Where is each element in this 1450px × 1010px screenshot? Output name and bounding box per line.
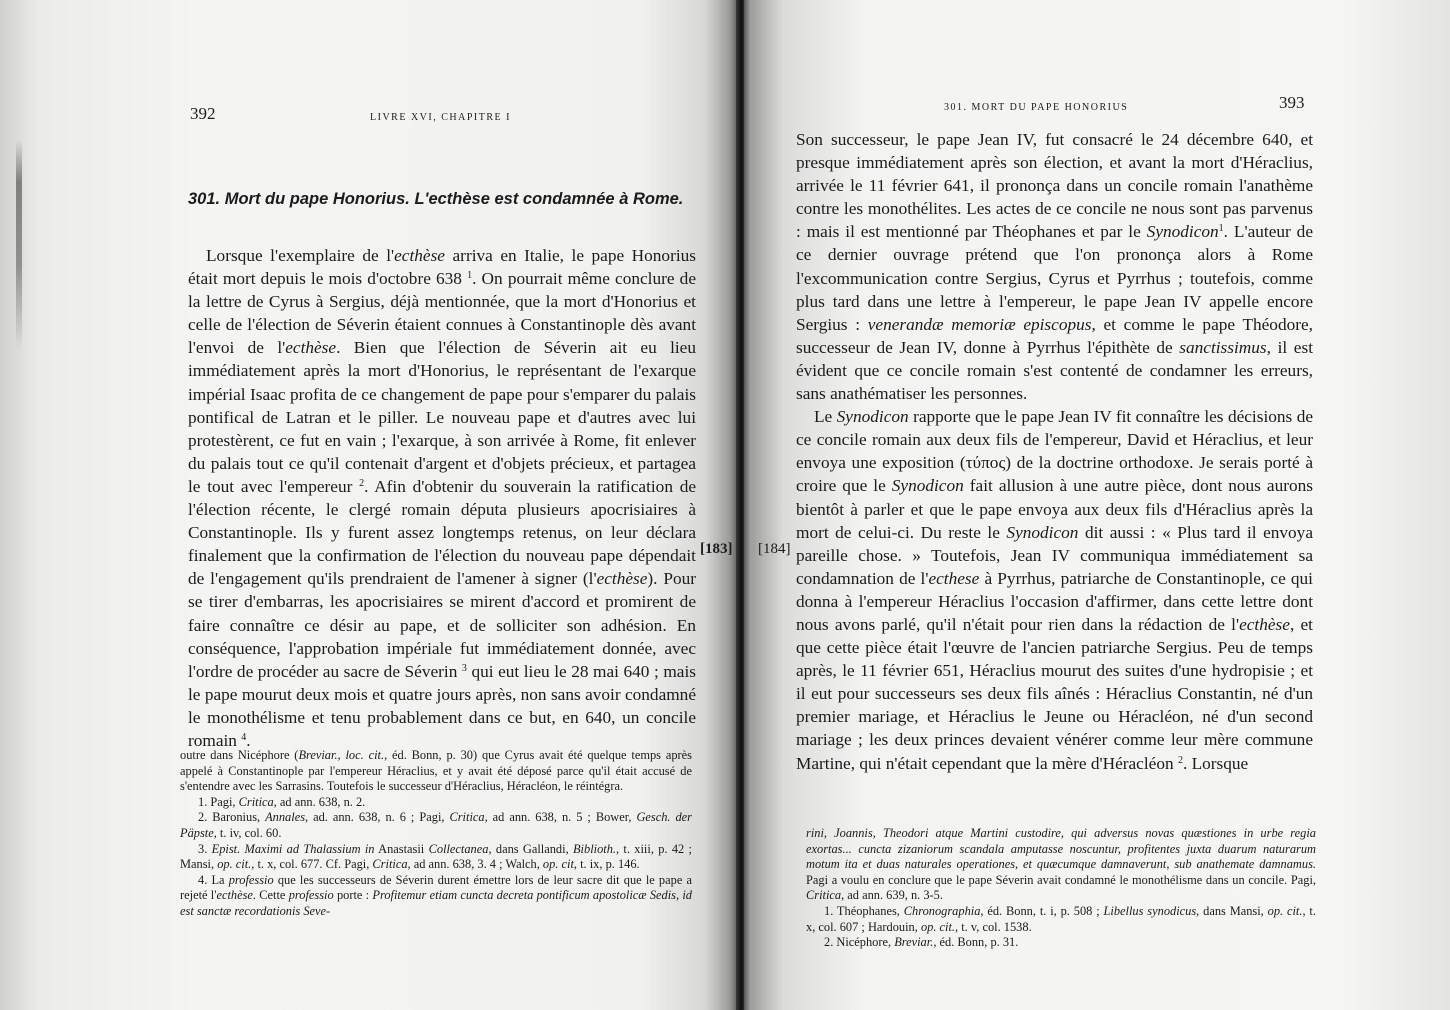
running-head-left: LIVRE XVI, CHAPITRE I [370,112,511,123]
section-title: 301. Mort du pape Honorius. L'ecthèse est condamnée à Rome. [188,190,684,208]
footnote-ref: 2 [359,477,365,489]
page-number-right: 393 [1279,93,1305,112]
footnote-2: 2. Baronius, Annales, ad. ann. 638, n. 6 ; Pagi, Critica, ad ann. 638, n. 5 ; Bower, Gesch. der Päpste, t. iv, col. 60. [180,810,692,840]
right-page [744,0,1450,1010]
scan-smudge [16,140,22,350]
margin-marker-right: [184] [758,541,791,557]
footnote-continuation: outre dans Nicéphore (Breviar., loc. cit., éd. Bonn, p. 30) que Cyrus avait été quelque temps après appelé à Constantinople par l'empereur Héraclius, et y avait été déposé parce qu'il était accusé de s'entendre avec les Sarrasins. Toutefois le successeur d'Héraclius, Héracléon, le réintégra. [180,748,692,794]
running-head-right: 301. MORT DU PAPE HONORIUS [944,102,1129,113]
left-body-text [188,244,696,752]
footnote-1: 1. Théophanes, Chronographia, éd. Bonn, t. i, p. 508 ; Libellus synodicus, dans Mansi, op. cit., t. x, col. 607 ; Hardouin, op. cit., t. v, col. 1538. [806,903,1316,934]
right-paragraph: Le Synodicon rapporte que le pape Jean IV fit connaître les décisions de ce concile romain aux deux fils de l'empereur, David et Héraclius, et leur envoya une exposition (τύπος) de la doctrine orthodoxe. Je serais porté à croire que le Synodicon fait allusion à une autre pièce, dont nous aurons bientôt à parler et que le pape envoya aux deux fils d'Héraclius après la mort de celui-ci. Du reste le Synodicon dit aussi : « Plus tard il envoya pareille chose. » Toutefois, Jean IV communiqua immédiatement sa condamnation de l'ecthese à Pyrrhus, patriarche de Constantinople, ce qui donna à l'empereur Héraclius l'occasion d'affirmer, dans cette lettre dont nous avons parlé, qu'il n'était pour rien dans la rédaction de l'ecthèse, et que cette pièce était l'œuvre de l'ancien patriarche Sergius. Peu de temps après, le 11 février 651, Héraclius mourut des suites d'une hydropisie ; et il eut pour successeurs ses deux fils aînés : Héraclius Constantin, né d'un premier mariage, et Héraclius le Jeune ou Héracléon, né d'un second mariage ; les deux princes devaient vénérer comme leur mère commune Martine, qui n'était cependant que la mère d'Héracléon $^2$. Lorsque [796,407,1313,773]
footnote-ref: 1 [467,270,473,282]
footnote-ref: 3 [461,662,467,674]
margin-marker-left: [183] [700,541,733,557]
footnote-ref: 1 [1218,223,1224,235]
footnote-ref: 2 [1177,754,1183,766]
footnote-3: 3. Epist. Maximi ad Thalassium in Anastasii Collectanea, dans Gallandi, Biblioth., t. xiii, p. 42 ; Mansi, op. cit., t. x, col. 677. Cf. Pagi, Critica, ad ann. 638, 3. 4 ; Walch, op. cit, t. ix, p. 146. [180,841,692,872]
footnote-2: 2. Nicéphore, Breviar., éd. Bonn, p. 31. [824,935,1019,950]
right-body-text [796,128,1313,775]
footnote-ref: 4 [241,731,247,743]
footnote-4: 4. La professio que les successeurs de Séverin durent émettre lors de leur sacre dit que le pape a rejeté l'ecthèse. Cette professio porte : Profitemur etiam cuncta decreta pontificum apostolicæ Sedis, id est sanctæ recordationis Seve- [180,872,692,918]
left-paragraph: Lorsque l'exemplaire de l'ecthèse arriva en Italie, le pape Honorius était mort depuis le mois d'octobre 638 $^1$. On pourrait même conclure de la lettre de Cyrus à Sergius, déjà mentionnée, que la mort d'Honorius et celle de l'élection de Séverin étaient connues à Constantinople dès avant l'envoi de l'ecthèse. Bien que l'élection de Séverin ait eu lieu immédiatement après la mort d'Honorius, le représentant de l'exarque impérial Isaac profita de ce changement de pape pour s'emparer du palais pontifical de Latran et le piller. Le nouveau pape et d'autres avec lui protestèrent, ce fut en vain ; l'exarque, à son arrivée à Rome, fit enlever du palais tout ce qu'il contenait d'argent et d'objets précieux, et partagea le tout avec l'empereur $^2$. Afin d'obtenir du souverain la ratification de l'élection récente, le clergé romain députa plusieurs apocrisiaires à Constantinople. Ils y furent assez longtemps retenus, on leur déclara finalement que la confirmation de l'élection du nouveau pape dépendait de l'engagement qu'ils prendraient de l'amener à signer (l'ecthèse). Pour se tirer d'embarras, les apocrisiaires se mirent d'accord et promirent de faire connaître ce désir au pape, et de solliciter son adhésion. En conséquence, l'approbation impériale fut immédiatement donnée, avec l'ordre de procéder au sacre de Séverin $^3$ qui eut lieu le 28 mai 640 ; mais le pape mourut deux mois et quatre jours après, non sans avoir condamné le monothélisme et tenu probablement dans ce but, en 640, un concile romain $^4$. [188,246,697,750]
right-paragraph: Son successeur, le pape Jean IV, fut consacré le 24 décembre 640, et presque immédiatement après son élection, et avant la mort d'Héraclius, arrivée le 11 février 641, il prononça dans un concile romain l'anathème contre les monothélites. Les actes de ce concile ne nous sont pas parvenus : mais il est mentionné par Théophanes et par le Synodicon$^1$. L'auteur de ce dernier ouvrage prétend que l'on prononça alors à Rome l'excommunication contre Sergius, Cyrus et Pyrrhus ; toutefois, comme plus tard dans une lettre à l'empereur, le pape Jean IV appelle encore Sergius : venerandæ memoriæ episcopus, et comme le pape Théodore, successeur de Jean IV, donne à Pyrrhus l'épithète de sanctissimus, il est évident que ce concile romain s'est contenté de condamner les erreurs, sans anathématiser les personnes. [796,130,1314,404]
page-number-left: 392 [190,104,216,123]
footnote-continuation: rini, Joannis, Theodori atque Martini custodire, qui adversus novas quæstiones in urbe regia exortas... cuncta zizaniorum scandala amputasse noscuntur, profitentes juxta duarum naturarum motum ita et duas naturales operationes, et quæcumque damnaverunt, sub anathemate damnamus. Pagi a voulu en conclure que le pape Séverin avait condamné le monothélisme dans un concile. Pagi, Critica, ad ann. 639, n. 3-5. [806,826,1316,903]
footnote-1: 1. Pagi, Critica, ad ann. 638, n. 2. [198,794,366,809]
left-footnotes [180,748,692,920]
right-footnotes [806,826,1316,951]
